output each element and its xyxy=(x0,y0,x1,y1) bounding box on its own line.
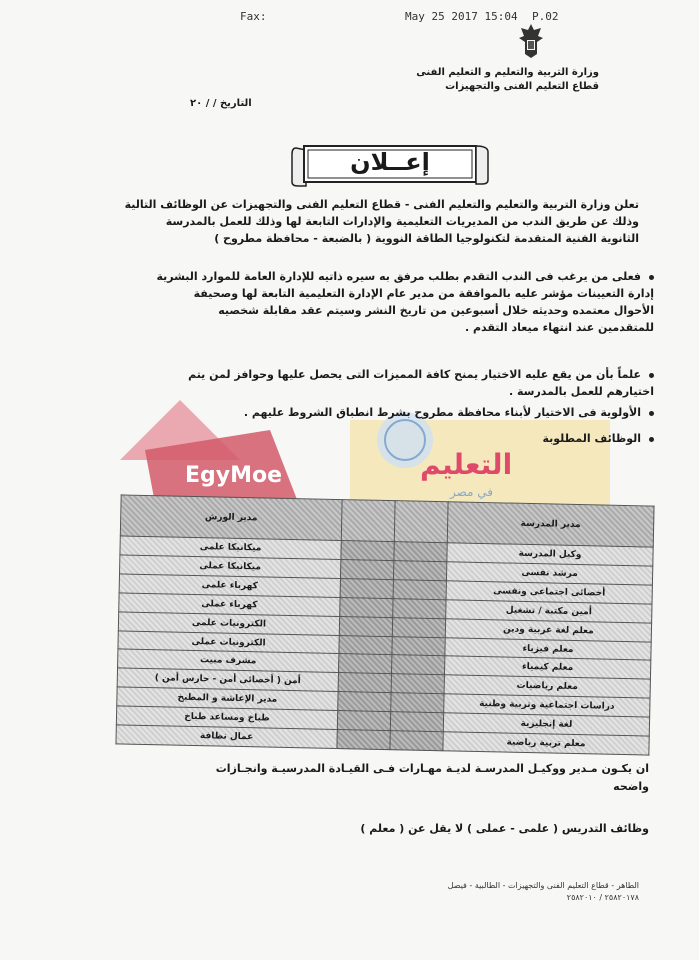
footer-line: ٢٥٨٢٠١٧٨ / ٢٥٨٢٠١٠ xyxy=(566,893,639,902)
table-cell: طباخ ومساعد طباخ xyxy=(116,706,337,730)
note-leadership-cont: واضحه xyxy=(613,780,649,793)
bullet-text: الأحوال معتمده وحديثه خلال أسبوعين من تاريخ النشر وسيتم عقد مقابلة شخصيه xyxy=(218,304,654,317)
table-cell: مدير الورش xyxy=(120,495,342,541)
fax-page: P.02 xyxy=(532,10,559,23)
bullet-text: فعلى من يرغب فى الندب التقدم بطلب مرفق به سيره ذاتيه للإدارة العامة للموارد البشرية xyxy=(156,270,641,283)
table-cell: مدير الإعاشة و المطبخ xyxy=(117,687,338,711)
intro-line: الثانوية الفنية المتقدمة لتكنولوجيا الطاقة النووية ( بالضبعة - محافظة مطروح ) xyxy=(214,232,639,245)
table-cell: معلم رياضيات xyxy=(444,675,650,698)
ministry-line-1: وزارة التربية والتعليم و التعليم الفنى xyxy=(416,67,599,78)
watermark-right-sub: في مصر xyxy=(450,485,494,499)
table-cell: معلم فيزياء xyxy=(445,637,651,660)
table-cell: أمن ( أخصائى أمن - حارس أمن ) xyxy=(117,668,338,692)
table-cell: معلم كيمياء xyxy=(444,656,650,679)
table-cell: أمين مكتبة / تشغيل xyxy=(446,600,652,623)
table-cell: ميكانيكا علمى xyxy=(120,536,341,560)
fax-datetime: May 25 2017 15:04 xyxy=(405,10,518,23)
intro-line: تعلن وزارة التربية والتعليم والتعليم الفنى - قطاع التعليم الفنى والتجهيزات عن الوظائف التالية xyxy=(124,198,639,211)
bullet-text: اختيارهم للعمل بالمدرسة . xyxy=(508,385,654,398)
intro-paragraph xyxy=(79,196,639,247)
table-cell: مدير المدرسة xyxy=(447,502,654,547)
bullet-text: الوظائف المطلوبة xyxy=(542,432,641,445)
table-cell: وكيل المدرسة xyxy=(447,543,653,566)
bullet-icon xyxy=(649,373,654,378)
table-cell: مرشد نفسى xyxy=(446,562,652,585)
bullet-icon xyxy=(649,411,654,416)
table-cell: أخصائى اجتماعى ونفسى xyxy=(446,581,652,604)
ministry-header xyxy=(416,66,599,94)
bullet-text: للمتقدمين عند انتهاء ميعاد التقدم . xyxy=(464,321,654,334)
table-cell: عمال نظافة xyxy=(116,725,337,749)
note-teaching: وظائف التدريس ( علمى - عملى ) لا يقل عن ( معلم ) xyxy=(360,822,649,835)
bullet-jobs-heading xyxy=(94,430,654,447)
table-cell: كهرباء علمى xyxy=(119,574,340,598)
watermark-right-text: التعليم xyxy=(420,448,513,481)
footer-line: الطاهر - قطاع التعليم الفنى والتجهيزات - الطالبية - فيصل xyxy=(447,881,639,890)
table-cell: الكترونيات علمى xyxy=(118,612,339,636)
bullet-icon xyxy=(649,275,654,280)
table-cell: ميكانيكا عملى xyxy=(120,555,341,579)
page-title: إعــلان xyxy=(350,148,430,176)
footer-address xyxy=(448,880,639,904)
bullet-priority xyxy=(94,404,654,421)
bullet-text: إدارة التعيينات مؤشر عليه بالموافقة من مدير عام الإدارة التعليمية التابعة لها وصحيفة xyxy=(193,287,654,300)
bullet-apply xyxy=(94,268,654,336)
table-cell: مشرف مبيت xyxy=(118,649,339,673)
table-cell: دراسات اجتماعية وتربية وطنية xyxy=(444,694,650,717)
table-cell: معلم تربية رياضية xyxy=(443,732,649,755)
bullet-text: الأولوية فى الاختيار لأبناء محافظة مطروح بشرط انطباق الشروط عليهم . xyxy=(243,406,641,419)
table-cell: معلم لغة عربية ودين xyxy=(445,618,651,641)
eagle-emblem-icon xyxy=(515,22,547,60)
bullet-icon xyxy=(649,437,654,442)
fax-label: Fax: xyxy=(240,10,267,23)
bullet-text: علماً بأن من يقع عليه الاختيار يمنح كافة المميزات التى يحصل عليها وحوافز لمن يتم xyxy=(188,368,641,381)
intro-line: وذلك عن طريق الندب من المديريات التعليمية والإدارات التابعة لها وذلك للعمل بالمدرسة xyxy=(165,215,639,228)
table-cell: كهرباء عملى xyxy=(119,593,340,617)
table-cell: الكترونيات عملى xyxy=(118,630,339,654)
note-leadership: ان يكـون مـدير ووكيـل المدرسـة لديـة مهـارات فـى القيـادة المدرسيـة وانجـازات xyxy=(215,762,649,775)
bullet-benefits xyxy=(94,366,654,400)
ministry-line-2: قطاع التعليم الفنى والتجهيزات xyxy=(445,81,599,92)
date-field: التاريخ / / ٢٠ xyxy=(190,98,252,109)
jobs-table xyxy=(115,494,654,755)
watermark-left-text: EgyMoe xyxy=(185,463,283,488)
table-cell: لغة إنجليزية xyxy=(443,713,649,736)
